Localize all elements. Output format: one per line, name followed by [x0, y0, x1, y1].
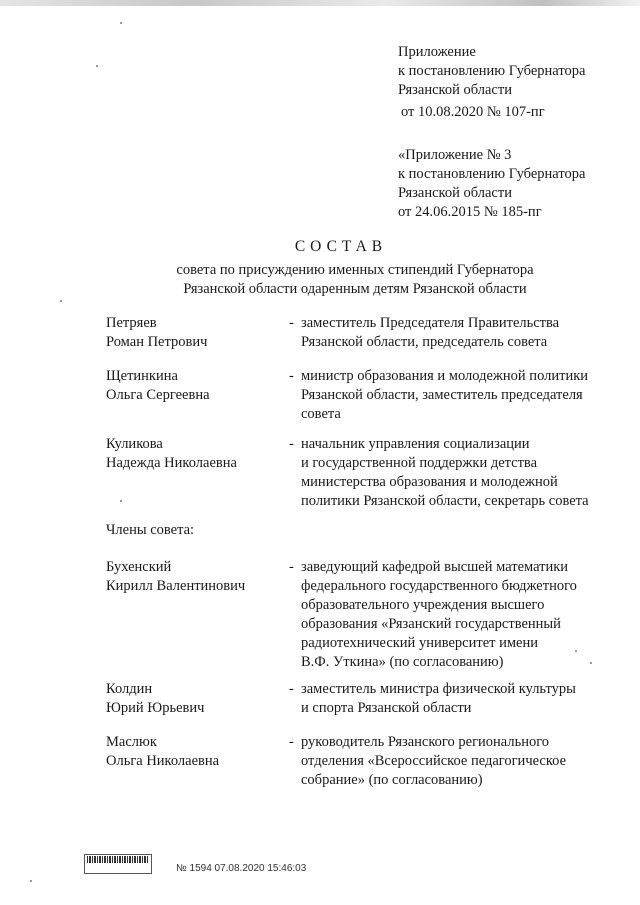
scan-speck	[60, 300, 62, 302]
members-section-label: Члены совета:	[106, 522, 195, 538]
original-appendix-header	[398, 146, 585, 222]
member-surname: Щетинкина	[106, 368, 178, 384]
role-line: Рязанской области, заместитель председателя	[301, 387, 583, 403]
role-line: и государственной поддержки детства	[301, 455, 538, 471]
member-given-name: Роман Петрович	[106, 334, 208, 350]
member-surname: Колдин	[106, 681, 153, 697]
member-role	[301, 314, 601, 352]
appendix-line-2: к постановлению Губернатора	[398, 63, 586, 79]
scan-speck	[590, 662, 592, 664]
member-name	[106, 367, 210, 405]
member-role	[301, 367, 601, 424]
dash-separator: -	[289, 368, 294, 384]
scan-speck	[30, 880, 32, 882]
role-line: заместитель министра физической культуры	[301, 681, 576, 697]
member-surname: Петряев	[106, 315, 157, 331]
title-main: СОСТАВ	[294, 238, 388, 255]
member-given-name: Кирилл Валентинович	[106, 578, 246, 594]
appendix-date: от 10.08.2020 № 107-пг	[401, 104, 545, 120]
original-appendix-line-3: Рязанской области	[398, 185, 512, 201]
role-line: Рязанской области, председатель совета	[301, 334, 548, 350]
scan-speck	[120, 500, 122, 502]
dash-separator: -	[289, 681, 294, 697]
title-line-1: совета по присуждению именных стипендий Губернатора	[176, 262, 534, 278]
member-role	[301, 435, 601, 511]
member-role	[301, 680, 601, 718]
member-name	[106, 558, 245, 596]
role-line: министр образования и молодежной политики	[301, 368, 589, 384]
member-name	[106, 435, 237, 473]
dash-separator: -	[289, 436, 294, 452]
original-appendix-line-1: «Приложение № 3	[398, 147, 512, 163]
member-name	[106, 733, 219, 771]
original-appendix-date: от 24.06.2015 № 185-пг	[398, 204, 542, 220]
scan-speck	[575, 650, 577, 652]
role-line: заместитель Председателя Правительства	[301, 315, 560, 331]
barcode-stamp-icon	[84, 854, 152, 874]
role-line: совета	[301, 406, 341, 422]
member-given-name: Юрий Юрьевич	[106, 700, 205, 716]
scan-speck	[120, 22, 122, 24]
member-surname: Бухенский	[106, 559, 172, 575]
title-line-2: Рязанской области одаренным детям Рязанской области	[183, 281, 527, 297]
role-line: заведующий кафедрой высшей математики	[301, 559, 569, 575]
scan-edge-artifact	[0, 0, 640, 6]
role-line: начальник управления социализации	[301, 436, 530, 452]
role-line: образования «Рязанский государственный	[301, 616, 561, 632]
member-role	[301, 733, 601, 790]
member-given-name: Ольга Николаевна	[106, 753, 220, 769]
member-given-name: Ольга Сергеевна	[106, 387, 210, 403]
dash-separator: -	[289, 559, 294, 575]
role-line: образовательного учреждения высшего	[301, 597, 545, 613]
appendix-line-3: Рязанской области	[398, 82, 512, 98]
role-line: федерального государственного бюджетного	[301, 578, 577, 594]
role-line: министерства образования и молодежной	[301, 474, 558, 490]
dash-separator: -	[289, 734, 294, 750]
member-given-name: Надежда Николаевна	[106, 455, 237, 471]
original-appendix-line-2: к постановлению Губернатора	[398, 166, 586, 182]
member-name	[106, 680, 204, 718]
role-line: отделения «Всероссийское педагогическое	[301, 753, 567, 769]
barcode-icon	[87, 856, 149, 863]
appendix-header	[398, 43, 585, 122]
member-surname: Маслюк	[106, 734, 157, 750]
scan-speck	[96, 65, 98, 67]
member-surname: Куликова	[106, 436, 163, 452]
dash-separator: -	[289, 315, 294, 331]
role-line: руководитель Рязанского регионального	[301, 734, 550, 750]
appendix-line-1: Приложение	[398, 44, 476, 60]
member-role	[301, 558, 601, 672]
document-title	[0, 237, 640, 299]
role-line: политики Рязанской области, секретарь совета	[301, 493, 589, 509]
role-line: радиотехнический университет имени	[301, 635, 538, 651]
role-line: В.Ф. Уткина» (по согласованию)	[301, 654, 504, 670]
registration-number: № 1594 07.08.2020 15:46:03	[176, 863, 307, 874]
member-name	[106, 314, 207, 352]
role-line: и спорта Рязанской области	[301, 700, 472, 716]
role-line: собрание» (по согласованию)	[301, 772, 483, 788]
